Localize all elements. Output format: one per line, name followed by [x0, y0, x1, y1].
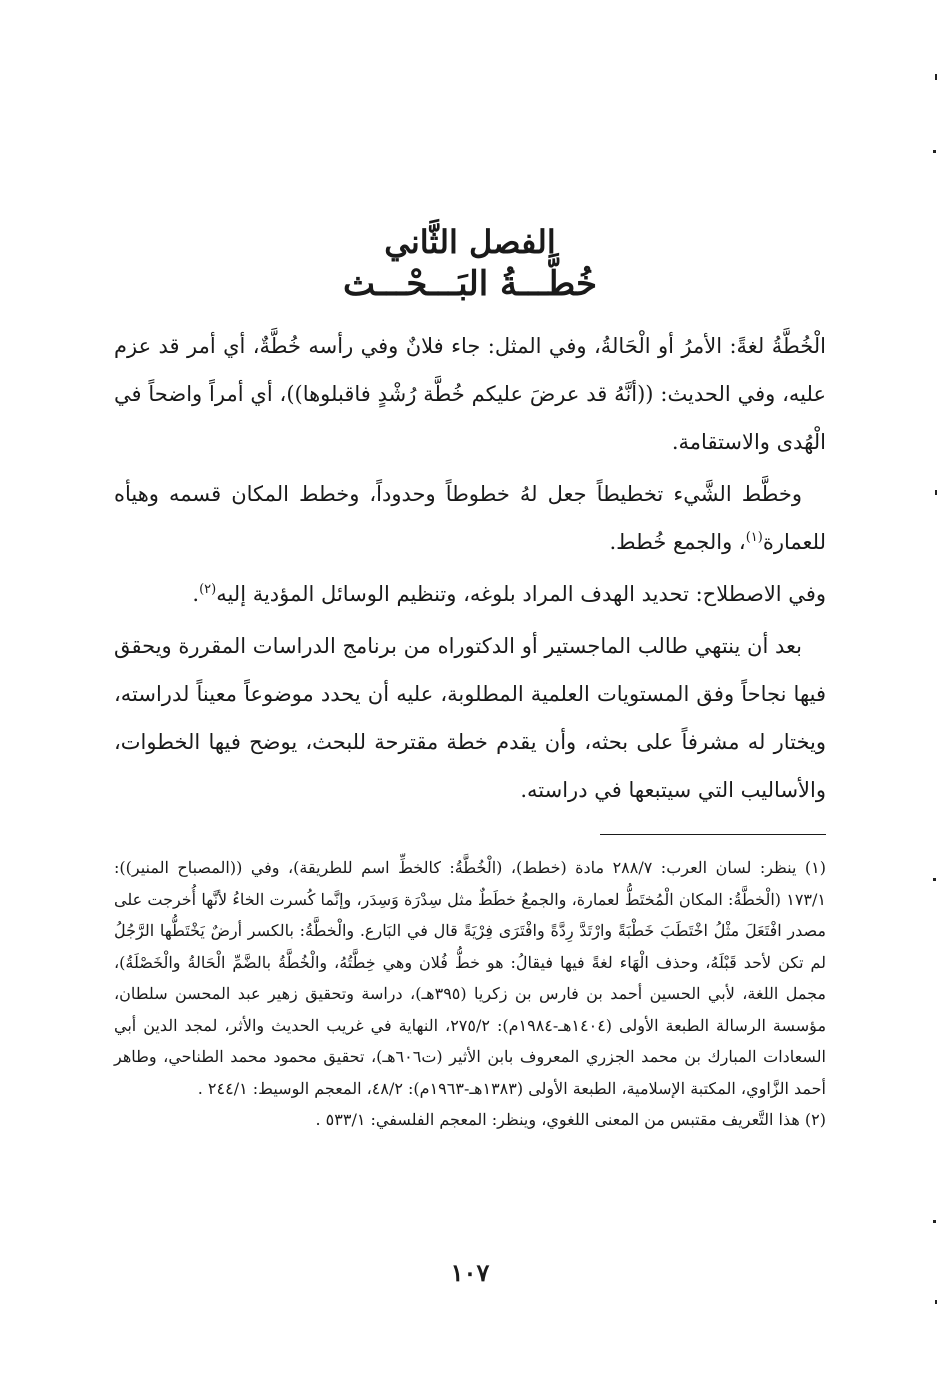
scan-artifact	[935, 74, 937, 80]
paragraph-definition-term	[114, 570, 826, 618]
footnote-ref-1[interactable]: (١)	[745, 530, 763, 545]
paragraph-text: الْخُطَّةُ لغةً: الأمرُ أو الْحَالةُ، وفي المثل: جاء فلانٌ وفي رأسه خُطَّةٌ، أي أمر قد عزم عليه، وفي الحديث: ((أنَّهُ قد عرضَ عليكم خُطَّة رُشْدٍ فاقبلوها))، أي أمراً واضحاً في الْهُدى والاستقامة.	[114, 334, 826, 454]
paragraph-tail: .	[192, 582, 200, 606]
chapter-label: الفصل الثَّاني	[384, 223, 556, 261]
paragraph-text: بعد أن ينتهي طالب الماجستير أو الدكتوراه من برنامج الدراسات المقررة ويحقق فيها نجاحاً وفق المستويات العلمية المطلوبة، عليه أن يحدد موضوعاً معيناً لدراسته، ويختار له مشرفاً على بحثه، وأن يقدم خطة مقترحة للبحث، يوضح فيها الخطوات، والأساليب التي سيتبعها في دراسته.	[114, 634, 826, 802]
scan-artifact	[933, 1220, 936, 1223]
footnote-2: (٢) هذا التَّعريف مقتبس من المعنى اللغوي، وينظر: المعجم الفلسفي: ٥٣٣/١ .	[315, 1110, 826, 1129]
chapter-heading	[150, 222, 790, 306]
scan-artifact	[933, 878, 936, 881]
paragraph-tail: ، والجمع خُطط.	[609, 530, 746, 554]
footnote-1: (١) ينظر: لسان العرب: ٢٨٨/٧ مادة (خطط)، (الْخُطَّةُ: كالخطِّ اسم للطريقة)، وفي ((المصباح المنير)): ١٧٣/١ (الْخطَّةُ: المكان الْمُختَطُّ لعمارة، والجمعُ خطَطٌ مثل سِدْرَة وَسِدَر، وإنَّما كُسرت الخاءُ لأنَّها أُخرجت على مصدر افْتَعَلَ مثْلُ اخْتَطَبَ خَطْبَةً وارْتَدَّ رِدَّةً وافْتَرَى فِرْيَةً قال في البَارع. والْخطَّةُ: بالكسر أرضٌ يَخْتَطُّها الرَّجُلُ لم تكن لأحد قَبْلَهُ، وحذف الْهَاء لغةً فيها فيقالُ: هو خطُّ فُلان وهي خِطَّتُهُ، والْخُطَّةُ بالضَّمِّ الْحَالةُ والْخَصْلَةُ)، مجمل اللغة، لأبي الحسين أحمد بن فارس بن زكريا (٣٩٥هـ)، دراسة وتحقيق زهير عبد المحسن سلطان، مؤسسة الرسالة الطبعة الأولى (١٤٠٤هـ-١٩٨٤م): ٢٧٥/٢، النهاية في غريب الحديث والأثر، لمجد الدين أبي السعادات المبارك بن محمد الجزري المعروف بابن الأثير (ت٦٠٦هـ)، تحقيق محمود محمد الطناحي، وطاهر أحمد الزَّاوي، المكتبة الإسلامية، الطبعة الأولى (١٣٨٣هـ-١٩٦٣م): ٤٨/٢، المعجم الوسيط: ٢٤٤/١ .	[114, 858, 827, 1098]
scan-artifact	[935, 490, 937, 495]
scan-artifact	[935, 1300, 937, 1304]
footnote-divider	[600, 834, 826, 835]
paragraph-text: وخطَّط الشَّيء تخطيطاً جعل لهُ خطوطاً وحدوداً، وخطط المكان قسمه وهيأه للعمارة	[114, 482, 826, 554]
chapter-title: خُطَّـــةُ البَـــحْـــث	[342, 264, 598, 304]
paragraph-definition-tkhtit	[114, 470, 826, 566]
scan-artifact	[933, 150, 936, 153]
footnote-ref-2[interactable]: (٢)	[199, 582, 217, 597]
page-number: ١٠٧	[450, 1258, 490, 1287]
paragraph-definition-lang	[114, 322, 826, 466]
footnotes	[114, 852, 826, 1136]
paragraph-text: وفي الاصطلاح: تحديد الهدف المراد بلوغه، وتنظيم الوسائل المؤدية إليه	[216, 582, 826, 606]
paragraph-research-plan	[114, 622, 826, 814]
body-text	[114, 322, 826, 818]
